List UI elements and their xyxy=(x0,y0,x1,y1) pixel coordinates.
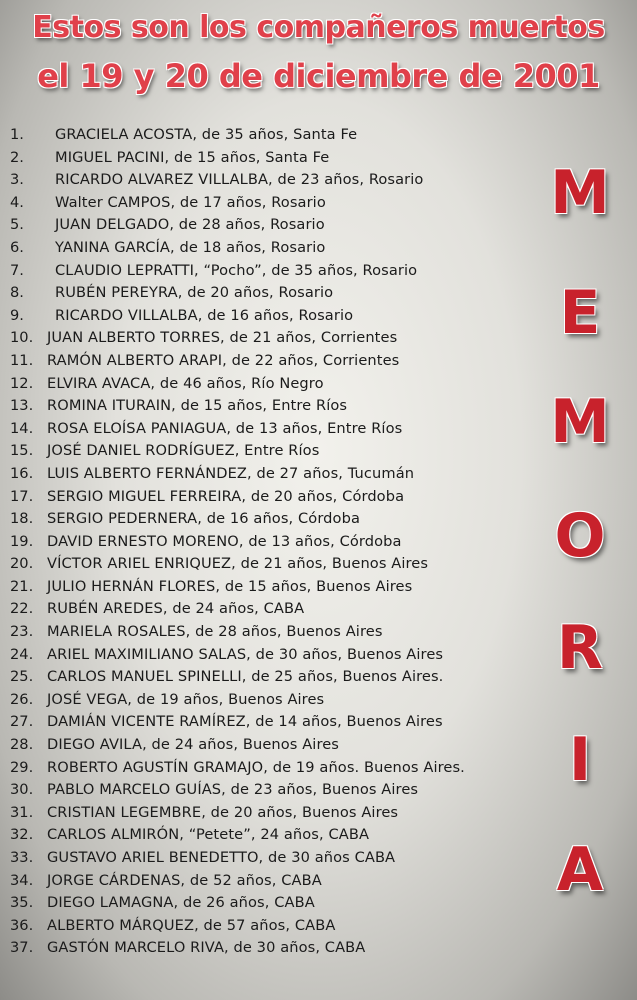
list-item-number: 29. xyxy=(10,758,34,776)
memoria-letter: R xyxy=(556,613,604,683)
list-item xyxy=(0,260,540,283)
list-item-number: 4. xyxy=(10,193,24,211)
list-item-text: RUBÉN PEREYRA, de 20 años, Rosario xyxy=(55,284,334,302)
list-item xyxy=(0,734,540,757)
list-item-number: 2. xyxy=(10,148,24,166)
list-item xyxy=(0,553,540,576)
list-item-number: 8. xyxy=(10,284,24,302)
list-item-number: 19. xyxy=(10,532,34,550)
list-item-number: 6. xyxy=(10,238,24,256)
list-item xyxy=(0,305,540,328)
list-item-text: RICARDO VILLALBA, de 16 años, Rosario xyxy=(55,306,354,324)
list-item xyxy=(0,508,540,531)
memoria-letter: I xyxy=(568,725,592,795)
list-item xyxy=(0,598,540,621)
list-item-number: 28. xyxy=(10,736,34,754)
list-item-number: 11. xyxy=(10,351,34,369)
list-item-text: ROBERTO AGUSTÍN GRAMAJO, de 19 años. Buenos Aires. xyxy=(47,758,465,776)
list-item-text: RICARDO ALVAREZ VILLALBA, de 23 años, Rosario xyxy=(55,171,424,189)
list-item-text: ARIEL MAXIMILIANO SALAS, de 30 años, Buenos Aires xyxy=(47,645,444,663)
list-item-text: ROMINA ITURAIN, de 15 años, Entre Ríos xyxy=(47,397,348,415)
list-item-text: VÍCTOR ARIEL ENRIQUEZ, de 21 años, Buenos Aires xyxy=(47,555,429,573)
memoria-letter: E xyxy=(559,278,601,348)
list-item xyxy=(0,373,540,396)
list-item-text: JULIO HERNÁN FLORES, de 15 años, Buenos Aires xyxy=(47,577,413,595)
list-item-number: 16. xyxy=(10,464,34,482)
list-item-text: Walter CAMPOS, de 17 años, Rosario xyxy=(55,193,326,211)
list-item xyxy=(0,666,540,689)
list-item-text: CARLOS ALMIRÓN, “Petete”, 24 años, CABA xyxy=(47,826,370,844)
list-item-number: 13. xyxy=(10,397,34,415)
list-item-number: 12. xyxy=(10,374,34,392)
list-item-number: 20. xyxy=(10,555,34,573)
list-item xyxy=(0,192,540,215)
list-item-number: 1. xyxy=(10,126,24,143)
list-item xyxy=(0,937,540,960)
list-item xyxy=(0,418,540,441)
list-item xyxy=(0,757,540,780)
list-item xyxy=(0,237,540,260)
list-item-text: SERGIO MIGUEL FERREIRA, de 20 años, Córdoba xyxy=(47,487,405,505)
list-item-text: RAMÓN ALBERTO ARAPI, de 22 años, Corrientes xyxy=(47,351,400,369)
list-item-text: ROSA ELOÍSA PANIAGUA, de 13 años, Entre Ríos xyxy=(47,419,403,437)
list-item-text: CLAUDIO LEPRATTI, “Pocho”, de 35 años, Rosario xyxy=(55,261,418,279)
list-item-text: PABLO MARCELO GUÍAS, de 23 años, Buenos Aires xyxy=(47,781,419,799)
list-item-number: 24. xyxy=(10,645,34,663)
list-item-text: GUSTAVO ARIEL BENEDETTO, de 30 años CABA xyxy=(47,849,396,866)
list-item-text: RUBÉN AREDES, de 24 años, CABA xyxy=(47,600,305,618)
list-item xyxy=(0,486,540,509)
memoria-letter: M xyxy=(550,387,610,457)
list-item-number: 26. xyxy=(10,690,34,708)
list-item-number: 10. xyxy=(10,329,34,347)
list-item-text: MARIELA ROSALES, de 28 años, Buenos Aires xyxy=(47,623,383,641)
memoria-letter: O xyxy=(554,501,606,571)
list-item xyxy=(0,870,540,893)
list-item-number: 22. xyxy=(10,600,34,618)
list-item-number: 33. xyxy=(10,849,34,866)
list-item xyxy=(0,621,540,644)
list-item-number: 31. xyxy=(10,803,34,821)
list-item-number: 5. xyxy=(10,216,24,234)
list-item-text: DIEGO AVILA, de 24 años, Buenos Aires xyxy=(47,736,340,754)
list-item xyxy=(0,440,540,463)
list-item xyxy=(0,847,540,870)
list-item xyxy=(0,124,540,147)
list-item-text: SERGIO PEDERNERA, de 16 años, Córdoba xyxy=(47,510,360,528)
list-item xyxy=(0,915,540,938)
list-item-number: 21. xyxy=(10,577,34,595)
list-item xyxy=(0,689,540,712)
list-item-text: JUAN DELGADO, de 28 años, Rosario xyxy=(55,216,325,234)
title-line-2: el 19 y 20 de diciembre de 2001 xyxy=(37,57,600,95)
list-item-text: DIEGO LAMAGNA, de 26 años, CABA xyxy=(47,894,315,912)
list-item-text: JUAN ALBERTO TORRES, de 21 años, Corrientes xyxy=(47,329,398,347)
list-item-text: DAVID ERNESTO MORENO, de 13 años, Córdoba xyxy=(47,532,402,550)
list-item-text: JOSÉ VEGA, de 19 años, Buenos Aires xyxy=(47,690,325,708)
list-item-number: 7. xyxy=(10,261,24,279)
list-item-number: 25. xyxy=(10,668,34,686)
memoria-letter: M xyxy=(550,158,610,228)
list-item-text: ALBERTO MÁRQUEZ, de 57 años, CABA xyxy=(47,916,336,934)
list-item xyxy=(0,395,540,418)
list-item-number: 23. xyxy=(10,623,34,641)
list-item xyxy=(0,892,540,915)
list-item xyxy=(0,531,540,554)
list-item-text: YANINA GARCÍA, de 18 años, Rosario xyxy=(55,238,326,256)
victims-list xyxy=(0,124,540,960)
list-item-number: 34. xyxy=(10,871,34,889)
list-item-number: 27. xyxy=(10,713,34,731)
list-item xyxy=(0,802,540,825)
list-item xyxy=(0,350,540,373)
list-item-number: 3. xyxy=(10,171,24,189)
list-item-number: 30. xyxy=(10,781,34,799)
list-item-text: LUIS ALBERTO FERNÁNDEZ, de 27 años, Tucumán xyxy=(47,464,415,482)
list-item xyxy=(0,169,540,192)
list-item xyxy=(0,147,540,170)
list-item-text: CARLOS MANUEL SPINELLI, de 25 años, Buenos Aires. xyxy=(47,668,444,686)
list-item xyxy=(0,576,540,599)
list-item-number: 37. xyxy=(10,939,34,957)
list-item-number: 17. xyxy=(10,487,34,505)
list-item-text: ELVIRA AVACA, de 46 años, Río Negro xyxy=(47,374,324,392)
list-item-number: 9. xyxy=(10,306,24,324)
list-item-text: GASTÓN MARCELO RIVA, de 30 años, CABA xyxy=(47,939,366,957)
list-item xyxy=(0,214,540,237)
list-item xyxy=(0,711,540,734)
list-item xyxy=(0,327,540,350)
list-item xyxy=(0,824,540,847)
title-line-1: Estos son los compañeros muertos xyxy=(32,10,605,45)
list-item xyxy=(0,644,540,667)
list-item-number: 18. xyxy=(10,510,34,528)
memoria-letter: A xyxy=(556,835,604,905)
list-item-number: 15. xyxy=(10,442,34,460)
list-item xyxy=(0,779,540,802)
list-item-number: 36. xyxy=(10,916,34,934)
list-item-text: GRACIELA ACOSTA, de 35 años, Santa Fe xyxy=(55,126,358,143)
list-item-text: DAMIÁN VICENTE RAMÍREZ, de 14 años, Buenos Aires xyxy=(47,713,443,731)
list-item-number: 14. xyxy=(10,419,34,437)
list-item-text: CRISTIAN LEGEMBRE, de 20 años, Buenos Aires xyxy=(47,803,399,821)
list-item-number: 32. xyxy=(10,826,34,844)
list-item-number: 35. xyxy=(10,894,34,912)
list-item xyxy=(0,463,540,486)
list-item-text: JOSÉ DANIEL RODRÍGUEZ, Entre Ríos xyxy=(47,442,320,460)
list-item-text: JORGE CÁRDENAS, de 52 años, CABA xyxy=(47,871,322,889)
list-item xyxy=(0,282,540,305)
list-item-text: MIGUEL PACINI, de 15 años, Santa Fe xyxy=(55,148,330,166)
